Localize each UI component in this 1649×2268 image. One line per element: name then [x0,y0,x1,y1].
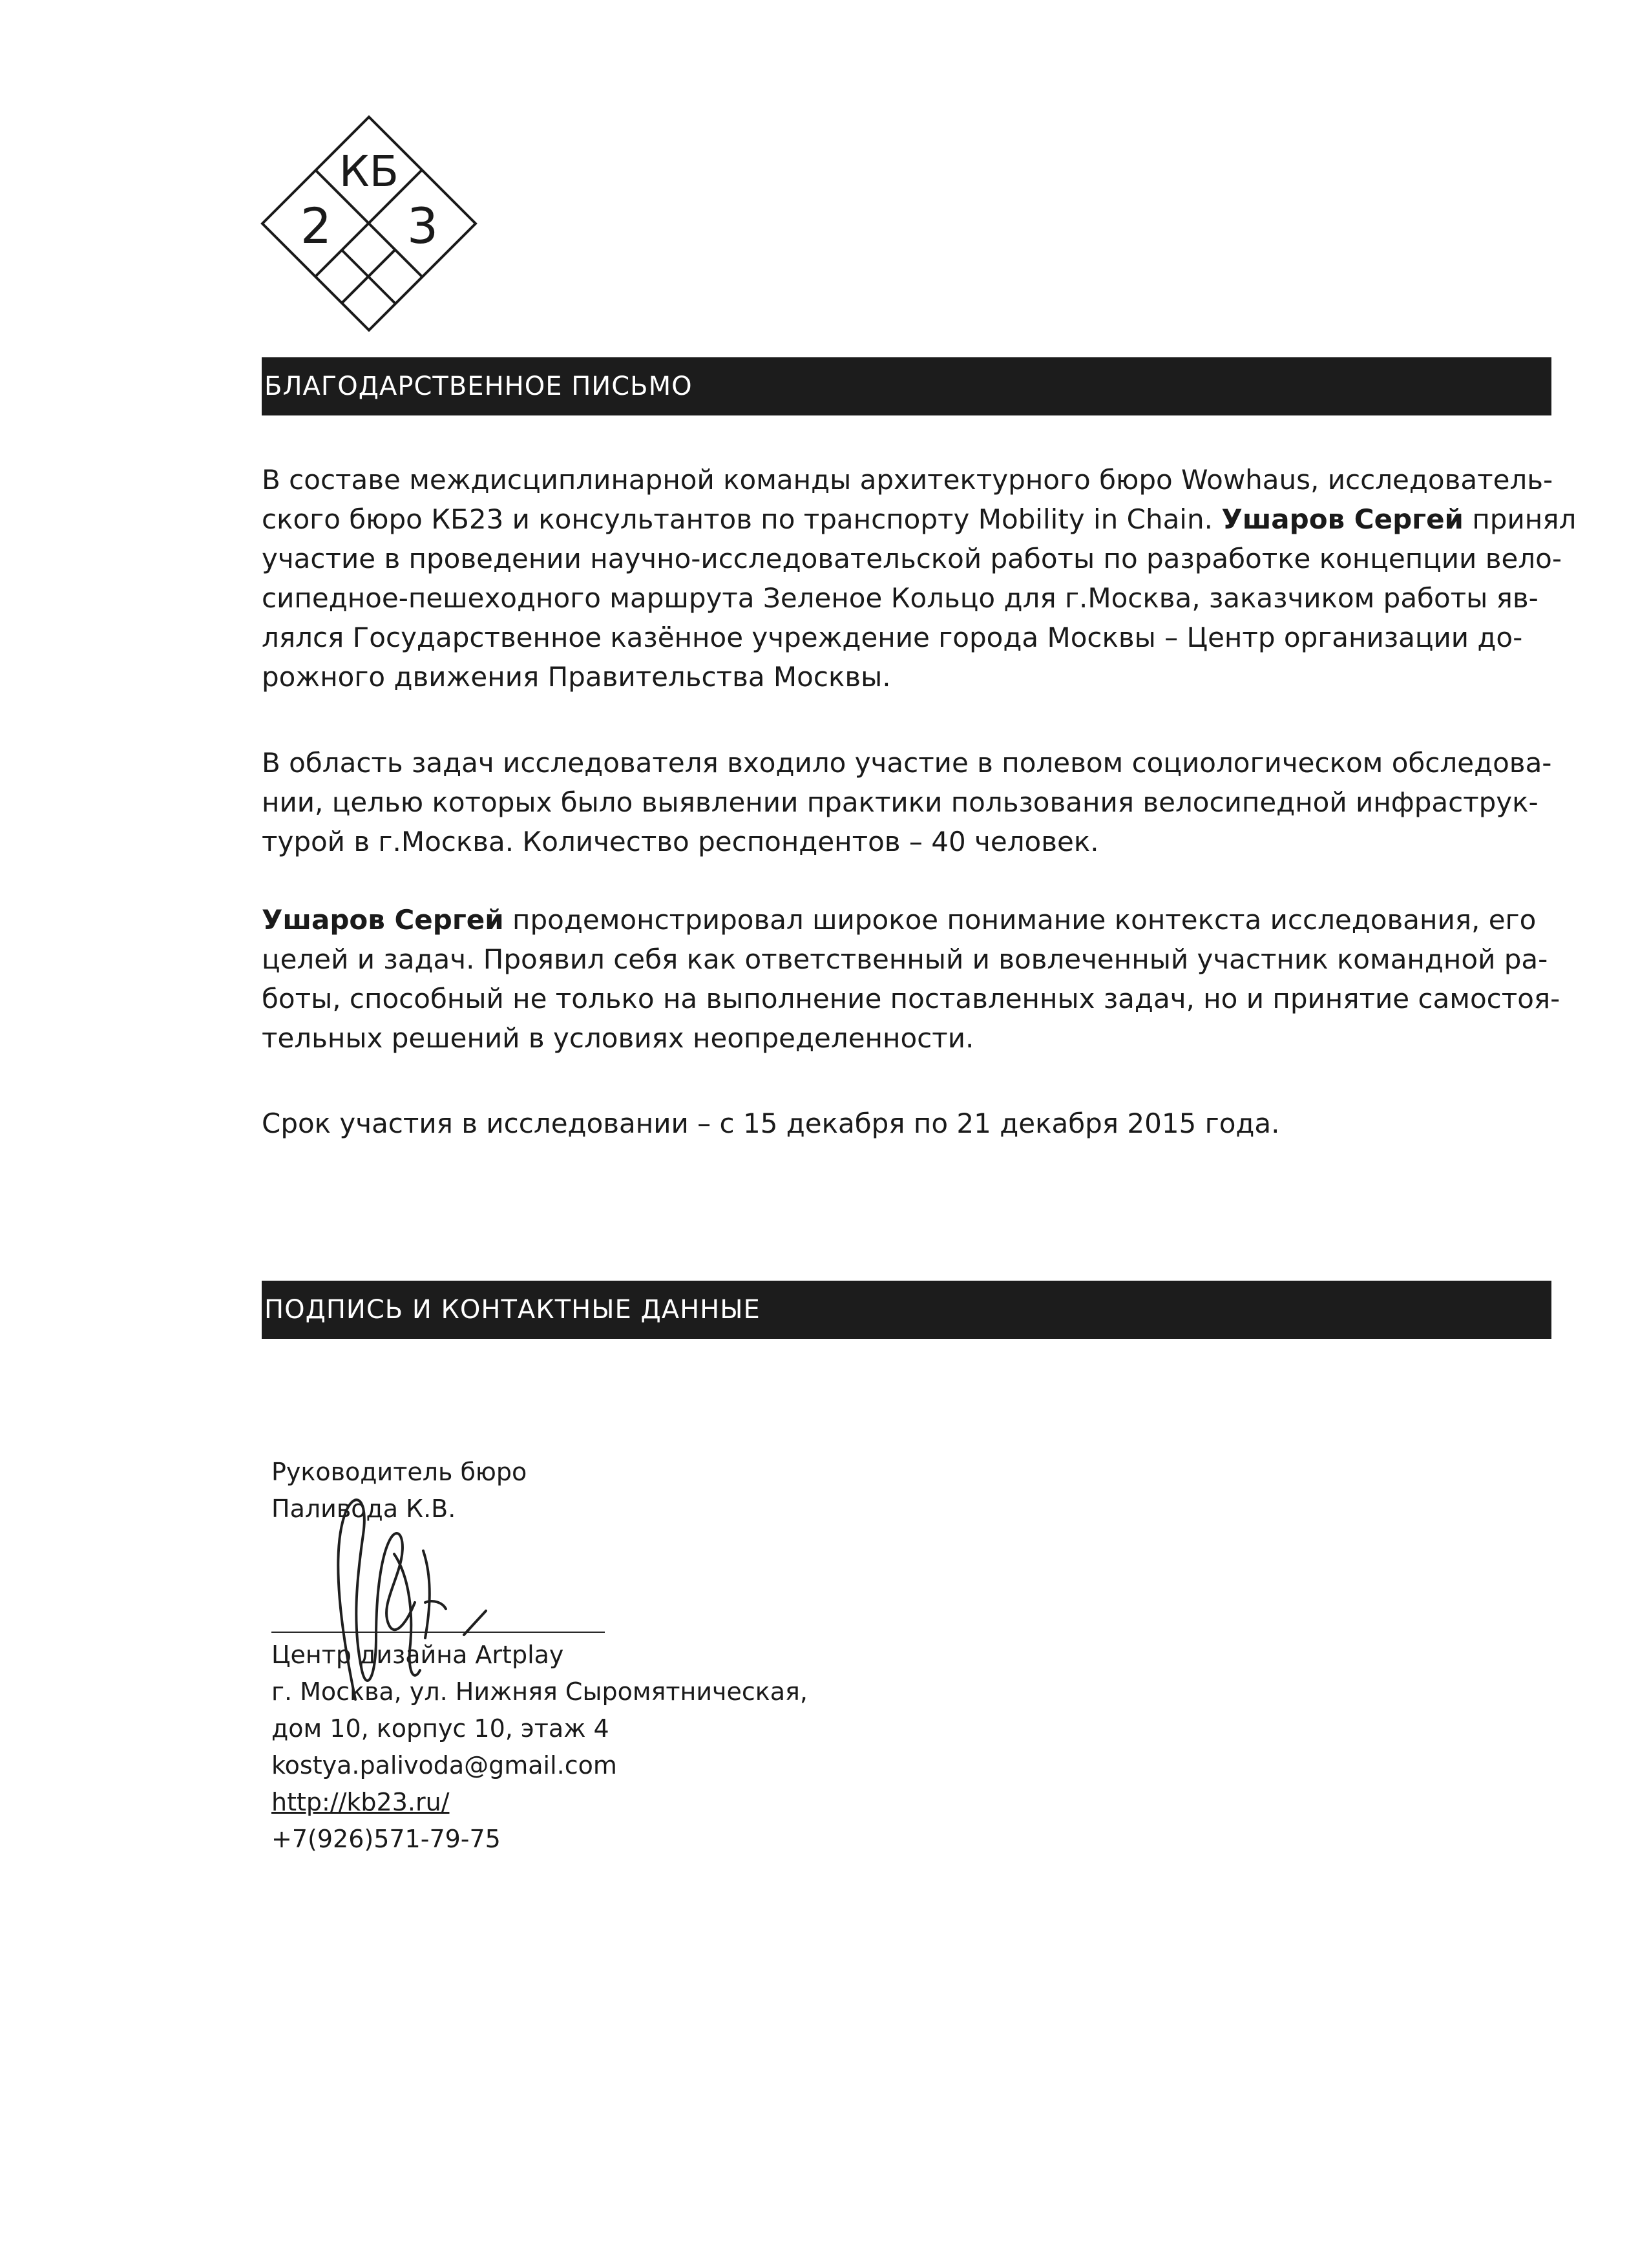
paragraph-line: участие в проведении научно-исследовательской работы по разработке концепции вело- [262,543,1562,574]
logo-top-text: КБ [339,147,399,196]
paragraph-line: нии, целью которых было выявлении практики пользования велосипедной инфраструк- [262,786,1539,818]
paragraph-line: турой в г.Москва. Количество респондентов – 40 человек. [262,826,1099,857]
participant-name: Ушаров Сергей [1221,503,1464,535]
logo-right-text: 3 [406,197,439,255]
paragraph-tasks [262,743,1554,861]
paragraph-line: целей и задач. Проявил себя как ответственный и вовлеченный участник командной ра- [262,943,1548,975]
signatory-name: Паливода К.В. [271,1495,456,1523]
signature-line [271,1632,605,1633]
paragraph-line [262,900,1554,940]
paragraph-line [262,499,1577,539]
paragraph-assessment [262,900,1560,1058]
contact-details [271,1637,1047,1858]
address-line: дом 10, корпус 10, этаж 4 [271,1714,609,1743]
paragraph-line: Срок участия в исследовании – с 15 декабря по 21 декабря 2015 года. [262,1108,1280,1139]
paragraph-text: продемонстрировал широкое понимание контекста исследования, его [503,904,1537,936]
paragraph-line: В составе междисциплинарной команды архитектурного бюро Wowhaus, исследователь- [262,464,1553,496]
paragraph-line: В область задач исследователя входило участие в полевом социологическом обследова- [262,747,1552,779]
signatory-block [271,1454,918,1528]
paragraph-line: лялся Государственное казённое учреждение города Москвы – Центр организации до- [262,622,1523,653]
participant-name: Ушаров Сергей [262,904,504,936]
paragraph-line: рожного движения Правительства Москвы. [262,661,891,693]
paragraph-team [262,460,1577,697]
paragraph-text: ского бюро КБ23 и консультантов по транспорту Mobility in Chain. [262,503,1222,535]
address-line: г. Москва, ул. Нижняя Сыромятническая, [271,1677,808,1706]
website-link[interactable]: http://kb23.ru/ [271,1788,450,1816]
section-header-letter [262,357,1551,415]
email-address: kostya.palivoda@gmail.com [271,1751,617,1780]
paragraph-period [262,1104,1554,1143]
kb23-logo [256,114,482,340]
organization-name: Центр дизайна Artplay [271,1641,564,1669]
section-title-contacts: ПОДПИСЬ И КОНТАКТНЫЕ ДАННЫЕ [264,1295,761,1325]
paragraph-line: сипедное-пешеходного маршрута Зеленое Кольцо для г.Москва, заказчиком работы яв- [262,582,1539,614]
section-title-letter: БЛАГОДАРСТВЕННОЕ ПИСЬМО [264,372,693,401]
paragraph-line: боты, способный не только на выполнение поставленных задач, но и принятие самостоя- [262,983,1560,1014]
section-header-contacts [262,1281,1551,1339]
phone-number: +7(926)571-79-75 [271,1825,501,1853]
paragraph-line: тельных решений в условиях неопределенности. [262,1022,974,1054]
logo-left-text: 2 [300,197,332,255]
paragraph-text: принял [1464,503,1577,535]
signatory-position: Руководитель бюро [271,1458,527,1486]
